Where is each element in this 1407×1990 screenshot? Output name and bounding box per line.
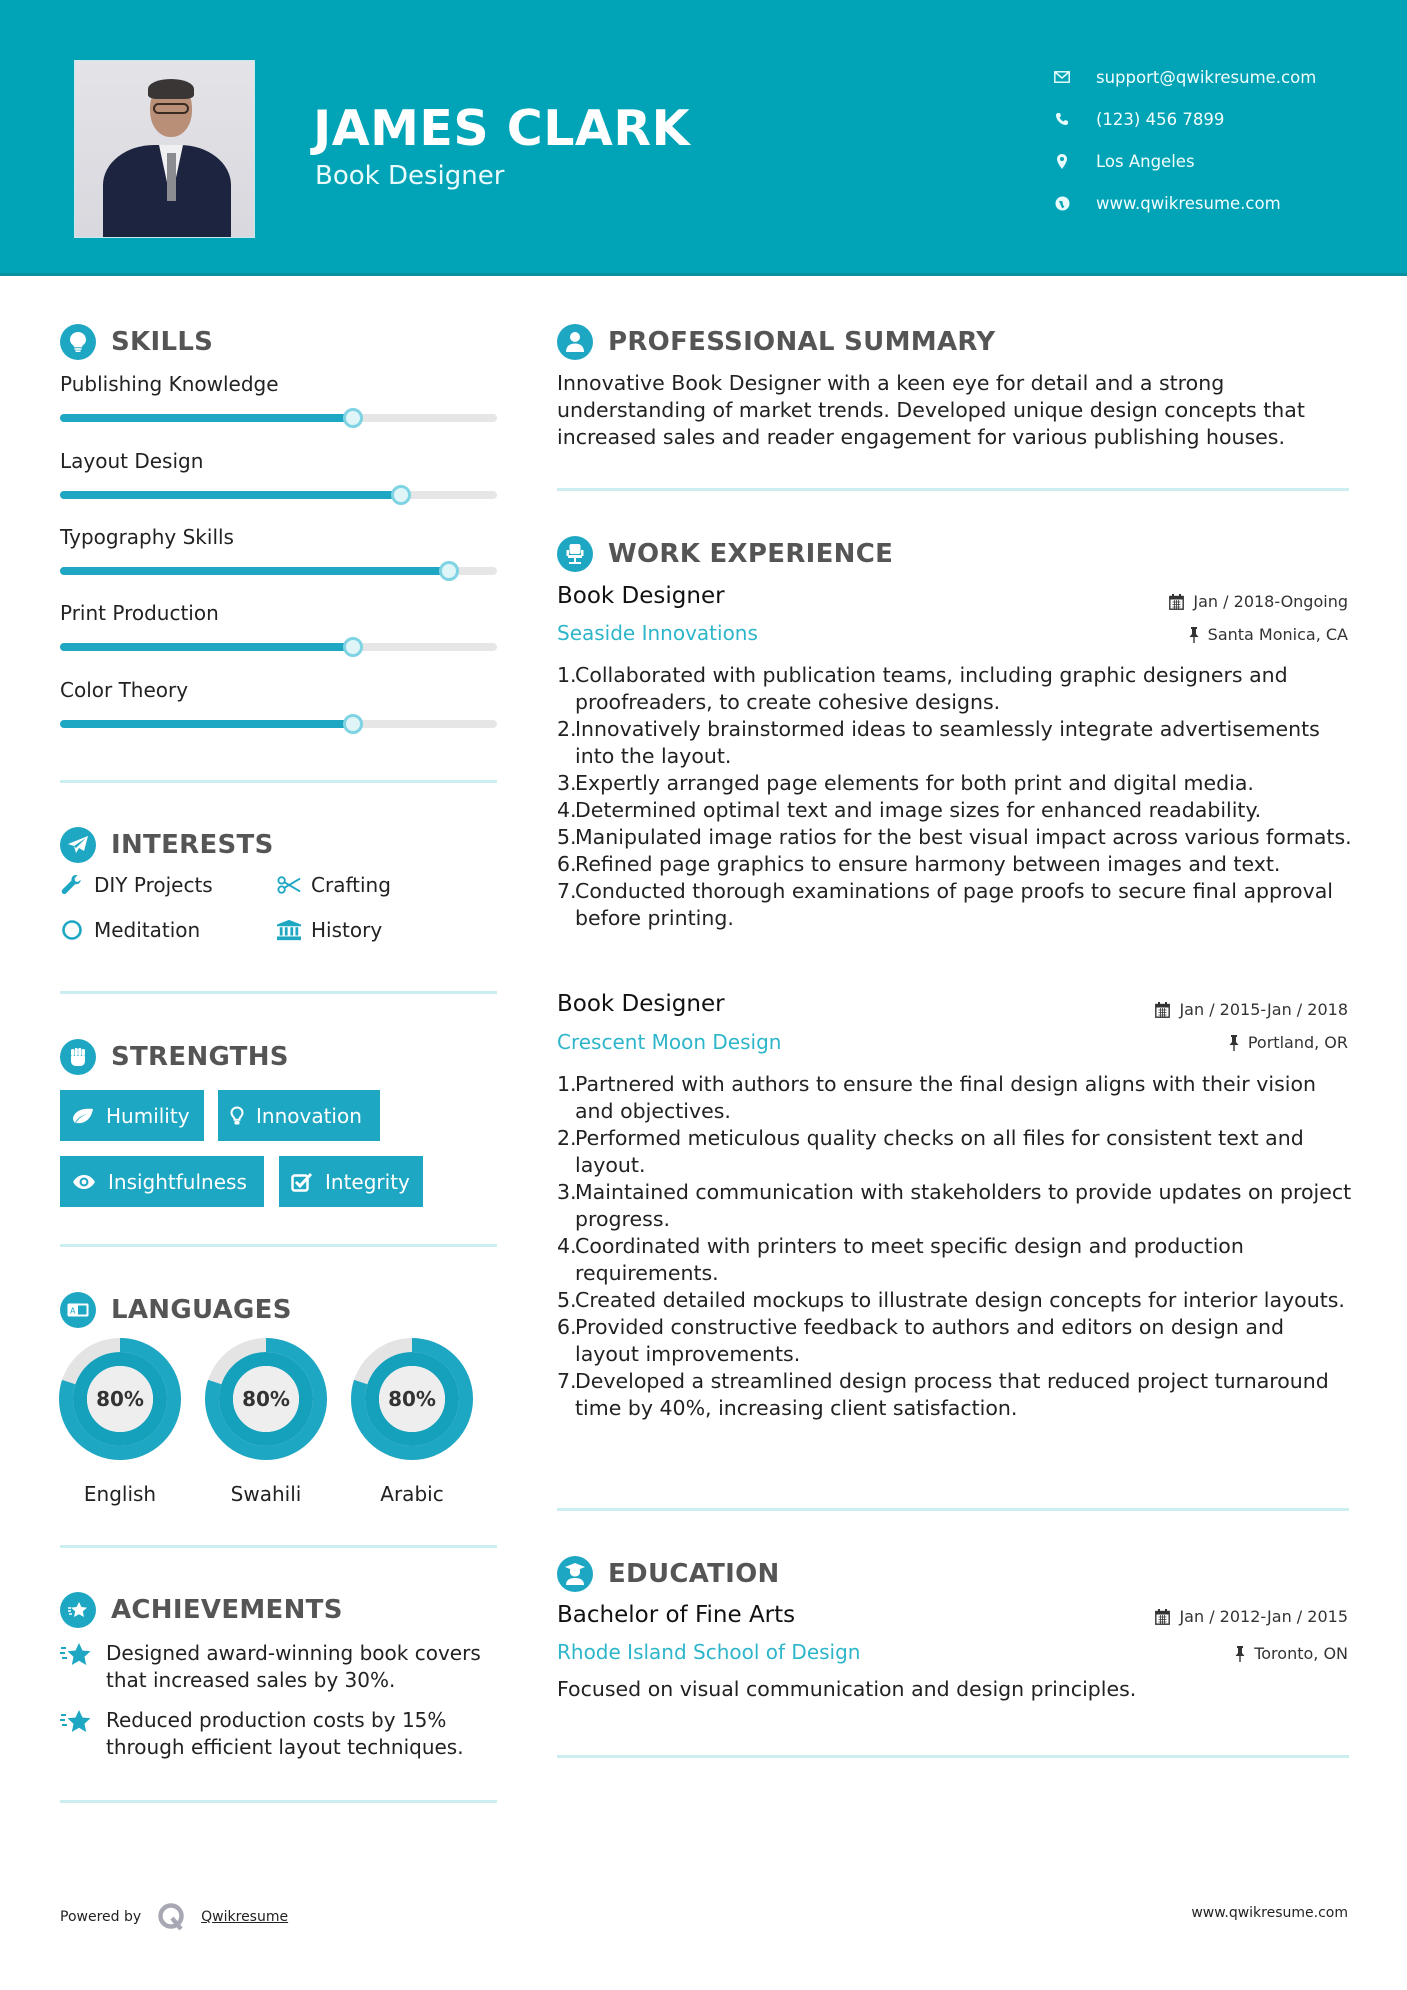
job-dates: Jan / 2015-Jan / 2018 [1155, 1000, 1348, 1019]
education-description: Focused on visual communication and design principles. [557, 1677, 1137, 1701]
footer-powered-by: Powered by Qwikresume [60, 1902, 288, 1932]
paper-plane-icon [60, 827, 96, 863]
job-title: Book Designer [557, 583, 725, 609]
check-square-icon [291, 1172, 313, 1192]
education-location: Toronto, ON [1235, 1644, 1348, 1663]
language-icon [60, 1292, 96, 1328]
skill-bar [60, 720, 497, 728]
bullet-item: 1. Collaborated with publication teams, including graphic designers and proofreaders, to create cohesive designs. [557, 663, 1288, 714]
strengths-heading: STRENGTHS [60, 1039, 289, 1075]
envelope-icon [1053, 68, 1071, 86]
contact-location: Los Angeles [1053, 140, 1316, 182]
achievement-item: Reduced production costs by 15% through efficient layout techniques. [60, 1707, 486, 1761]
bullet-item: 5. Created detailed mockups to illustrate design concepts for interior layouts. [557, 1288, 1345, 1312]
phone-icon [1053, 110, 1071, 128]
skills-heading: SKILLS [60, 324, 213, 360]
qwikresume-link[interactable]: Qwikresume [201, 1909, 289, 1925]
school-name: Rhode Island School of Design [557, 1640, 861, 1664]
bullet-item: 6. Refined page graphics to ensure harmony between images and text. [557, 852, 1281, 876]
skill-bar [60, 643, 497, 651]
interest-item: Crafting [277, 873, 391, 897]
section-divider [557, 1508, 1349, 1511]
bullet-item: 2. Innovatively brainstormed ideas to seamlessly integrate advertisements into the layout. [557, 717, 1320, 768]
lightbulb-icon [230, 1106, 244, 1126]
interests-heading: INTERESTS [60, 827, 274, 863]
candidate-title: Book Designer [315, 161, 505, 191]
fist-icon [60, 1039, 96, 1075]
bullet-item: 1. Partnered with authors to ensure the final design aligns with their vision and objectives. [557, 1072, 1316, 1123]
calendar-icon [1169, 594, 1184, 610]
strength-tag: Insightfulness [60, 1156, 264, 1207]
eye-icon [72, 1174, 96, 1190]
skill-item: Layout Design [60, 449, 497, 499]
svg-text:A: A [70, 1306, 76, 1316]
pushpin-icon [1229, 1035, 1239, 1051]
skill-item: Color Theory [60, 678, 497, 728]
resume-header [0, 0, 1407, 276]
contact-email[interactable]: support@qwikresume.com [1053, 56, 1316, 98]
interest-item: DIY Projects [60, 873, 213, 897]
pushpin-icon [1189, 627, 1199, 643]
skill-bar-handle [343, 714, 363, 734]
job-bullets [557, 662, 1352, 932]
section-divider [60, 991, 497, 994]
graduate-icon [557, 1556, 593, 1592]
strength-tag: Innovation [218, 1090, 380, 1141]
skill-bar-handle [439, 561, 459, 581]
lightbulb-icon [60, 324, 96, 360]
bullet-item: 4. Coordinated with printers to meet specific design and production requirements. [557, 1234, 1244, 1285]
bullet-item: 7. Developed a streamlined design process that reduced project turnaround time by 40%, increasing client satisfaction. [557, 1369, 1329, 1420]
skill-bar-handle [343, 408, 363, 428]
skill-item: Print Production [60, 601, 497, 651]
bullet-item: 7. Conducted thorough examinations of page proofs to secure final approval before printing. [557, 879, 1333, 930]
language-item: 80% Swahili [205, 1338, 327, 1506]
skill-item: Publishing Knowledge [60, 372, 497, 422]
bank-icon [277, 919, 301, 941]
language-item: 80% Arabic [351, 1338, 473, 1506]
education-dates: Jan / 2012-Jan / 2015 [1155, 1607, 1348, 1626]
skill-item: Typography Skills [60, 525, 497, 575]
leaf-icon [72, 1108, 94, 1124]
bullet-item: 5. Manipulated image ratios for the best visual impact across various formats. [557, 825, 1352, 849]
section-divider [60, 780, 497, 783]
strength-tag: Humility [60, 1090, 204, 1141]
languages-heading: A LANGUAGES [60, 1292, 292, 1328]
user-icon [557, 324, 593, 360]
summary-text: Innovative Book Designer with a keen eye for detail and a strong understanding of market trends. Developed unique design concepts that increased sales and reader engagement for various publishing houses. [557, 371, 1305, 449]
job-title: Book Designer [557, 991, 725, 1017]
company-name: Seaside Innovations [557, 621, 758, 645]
skill-bar [60, 567, 497, 575]
job-location: Portland, OR [1229, 1033, 1348, 1052]
section-divider [60, 1800, 497, 1803]
bullet-item: 6. Provided constructive feedback to authors and editors on design and layout improvements. [557, 1315, 1285, 1366]
language-donut: 80% [205, 1338, 327, 1460]
skill-bar-handle [391, 485, 411, 505]
map-marker-icon [1053, 152, 1071, 170]
achievement-item: Designed award-winning book covers that increased sales by 30%. [60, 1640, 486, 1694]
bullet-item: 3. Expertly arranged page elements for both print and digital media. [557, 771, 1254, 795]
degree-title: Bachelor of Fine Arts [557, 1602, 796, 1628]
section-divider [557, 1755, 1349, 1758]
language-item: 80% English [59, 1338, 181, 1506]
qwikresume-logo-icon [157, 1902, 187, 1932]
star-icon [60, 1642, 94, 1672]
language-donut: 80% [351, 1338, 473, 1460]
contact-list [1053, 56, 1316, 224]
section-divider [557, 488, 1349, 491]
wrench-icon [60, 874, 84, 896]
pushpin-icon [1235, 1646, 1245, 1662]
bullet-item: 2. Performed meticulous quality checks on all files for consistent text and layout. [557, 1126, 1304, 1177]
chair-icon [557, 536, 593, 572]
contact-website[interactable]: www.qwikresume.com [1053, 182, 1316, 224]
globe-icon [1053, 194, 1071, 212]
scissors-icon [277, 876, 301, 894]
footer-website-link[interactable]: www.qwikresume.com [1191, 1905, 1348, 1921]
education-heading: EDUCATION [557, 1556, 780, 1592]
bullet-item: 4. Determined optimal text and image sizes for enhanced readability. [557, 798, 1262, 822]
contact-phone[interactable]: (123) 456 7899 [1053, 98, 1316, 140]
star-icon [60, 1709, 94, 1739]
job-bullets [557, 1071, 1352, 1422]
section-divider [60, 1244, 497, 1247]
job-location: Santa Monica, CA [1189, 625, 1348, 644]
circle-icon [60, 919, 84, 941]
experience-heading: WORK EXPERIENCE [557, 536, 893, 572]
profile-photo [74, 60, 255, 238]
bullet-item: 3. Maintained communication with stakeholders to provide updates on project progress. [557, 1180, 1352, 1231]
strength-tag: Integrity [279, 1156, 423, 1207]
calendar-icon [1155, 1002, 1170, 1018]
skill-bar [60, 414, 497, 422]
skill-bar [60, 491, 497, 499]
company-name: Crescent Moon Design [557, 1030, 782, 1054]
skill-bar-handle [343, 637, 363, 657]
job-dates: Jan / 2018-Ongoing [1169, 592, 1348, 611]
section-divider [60, 1545, 497, 1548]
star-badge-icon [60, 1592, 96, 1628]
calendar-icon [1155, 1609, 1170, 1625]
achievements-heading: ACHIEVEMENTS [60, 1592, 343, 1628]
language-donut: 80% [59, 1338, 181, 1460]
interest-item: Meditation [60, 918, 200, 942]
candidate-name: JAMES CLARK [313, 100, 691, 157]
summary-heading: PROFESSIONAL SUMMARY [557, 324, 995, 360]
interest-item: History [277, 918, 382, 942]
